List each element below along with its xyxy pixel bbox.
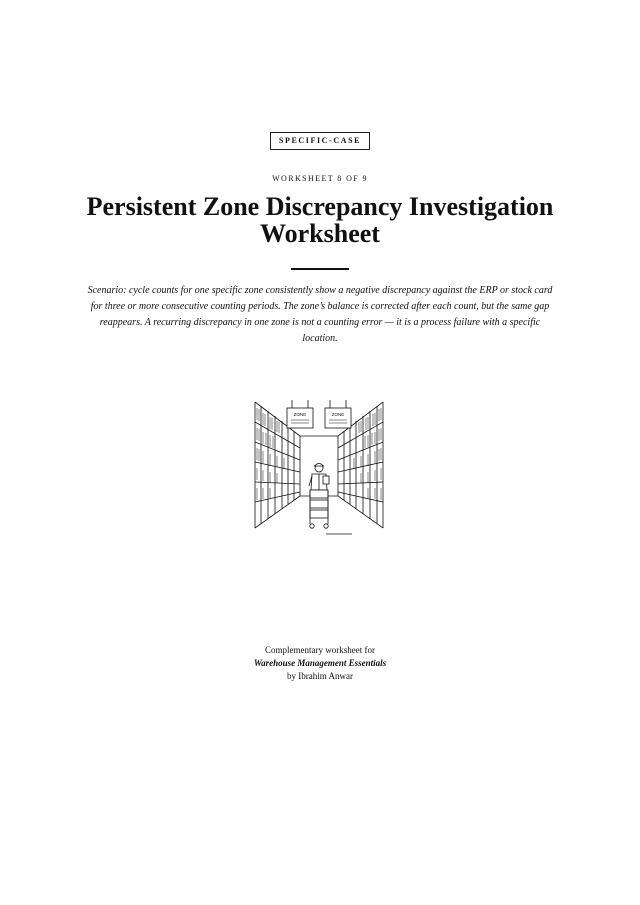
page-title: Persistent Zone Discrepancy Investigation Worksheet bbox=[86, 192, 554, 248]
credits bbox=[0, 644, 640, 683]
worksheet-number: WORKSHEET 8 OF 9 bbox=[272, 174, 368, 183]
warehouse-aisle-illustration bbox=[254, 400, 386, 536]
book-title: Warehouse Management Essentials bbox=[253, 658, 387, 668]
author-line: by Ibrahim Anwar bbox=[287, 671, 353, 681]
zone-sign-left-label: ZONE bbox=[293, 412, 307, 417]
credits-intro: Complementary worksheet for bbox=[265, 645, 375, 655]
zone-sign-right-label: ZONE bbox=[331, 412, 345, 417]
title-divider bbox=[291, 268, 349, 270]
category-tag: SPECIFIC-CASE bbox=[270, 132, 370, 150]
scenario-text: Scenario: cycle counts for one specific zone consistently show a negative discrepancy against the ERP or stock card for three or more consecutive counting periods. The zone’s balance is corrected after each count, but the same gap reappears. A recurring discrepancy in one zone is not a counting error — it is a process failure with a specific location. bbox=[87, 285, 553, 344]
